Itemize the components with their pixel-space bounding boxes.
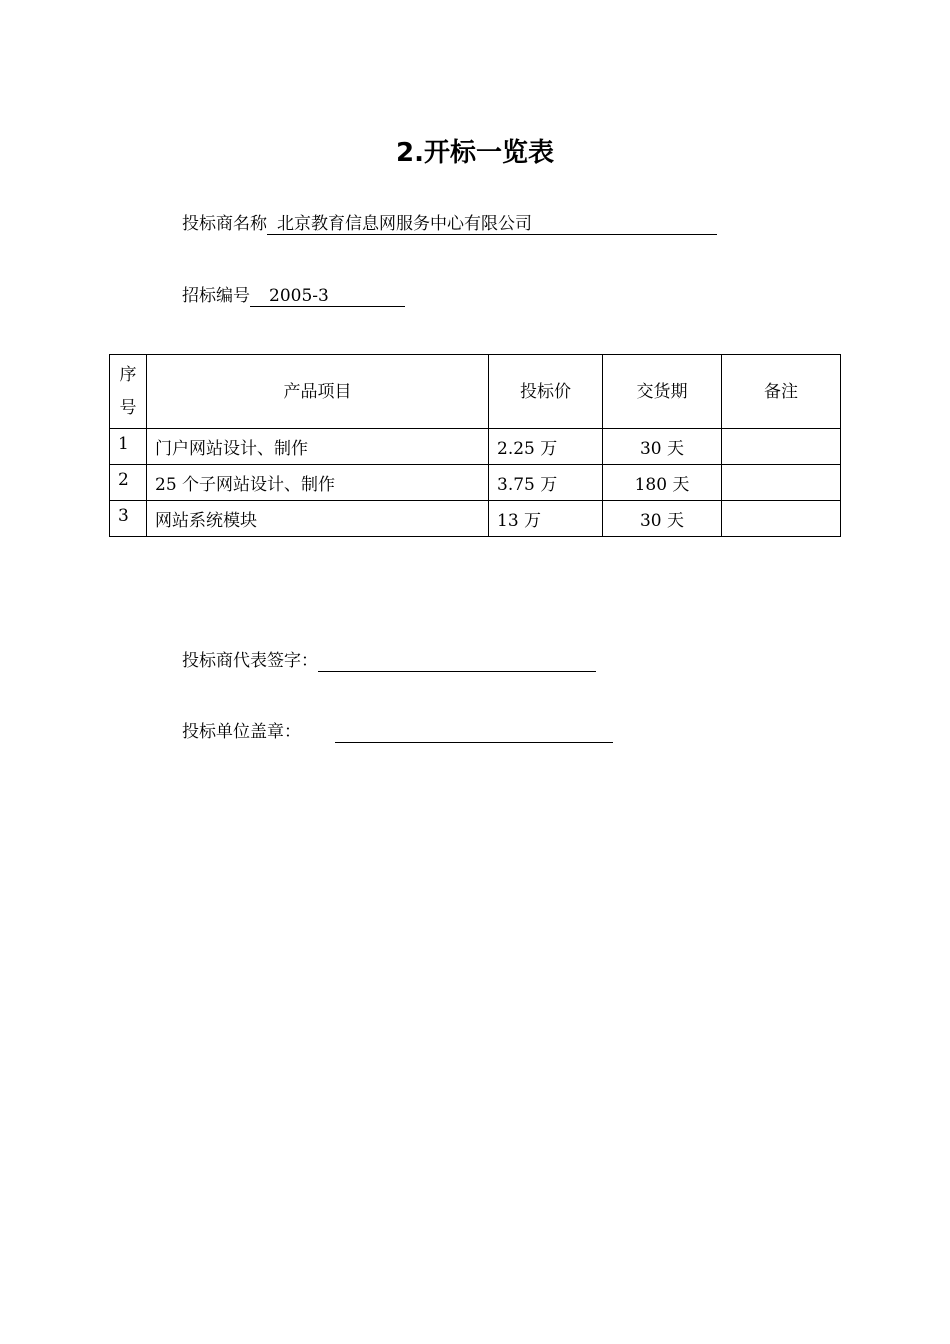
cell-remark: [722, 501, 841, 537]
header-remark: 备注: [722, 355, 841, 429]
cell-price: 2.25 万: [489, 429, 603, 465]
representative-signature-field: [182, 650, 596, 672]
table-row: [110, 465, 841, 501]
page-title: 2.开标一览表: [396, 138, 554, 168]
cell-item: 门户网站设计、制作: [147, 429, 489, 465]
bidder-name-value: 北京教育信息网服务中心有限公司: [277, 214, 532, 234]
company-seal-line: [335, 722, 613, 743]
cell-delivery: 30 天: [603, 501, 722, 537]
cell-price: 3.75 万: [489, 465, 603, 501]
bidder-name-field: [182, 213, 717, 235]
cell-seq: 3: [110, 501, 147, 537]
header-delivery: 交货期: [603, 355, 722, 429]
header-item: 产品项目: [147, 355, 489, 429]
header-price: 投标价: [489, 355, 603, 429]
representative-signature-label: 投标商代表签字：: [182, 651, 318, 671]
cell-delivery: 30 天: [603, 429, 722, 465]
company-seal-label: 投标单位盖章：: [182, 722, 301, 742]
header-seq-line2: 号: [119, 398, 137, 418]
tender-number-value: 2005-3: [269, 286, 329, 306]
header-seq: [110, 355, 147, 429]
bid-opening-table: [109, 354, 841, 537]
cell-price: 13 万: [489, 501, 603, 537]
cell-delivery: 180 天: [603, 465, 722, 501]
table-row: [110, 501, 841, 537]
cell-remark: [722, 465, 841, 501]
table-header-row: [110, 355, 841, 429]
cell-item: 25 个子网站设计、制作: [147, 465, 489, 501]
company-seal-field: [182, 721, 613, 743]
table-row: [110, 429, 841, 465]
cell-item: 网站系统模块: [147, 501, 489, 537]
cell-seq: 1: [110, 429, 147, 465]
bidder-name-label: 投标商名称: [182, 214, 267, 234]
representative-signature-line: [318, 651, 596, 672]
cell-remark: [722, 429, 841, 465]
cell-seq: 2: [110, 465, 147, 501]
header-seq-line1: 序: [119, 365, 137, 385]
tender-number-field: [182, 285, 405, 307]
tender-number-label: 招标编号: [182, 286, 250, 306]
